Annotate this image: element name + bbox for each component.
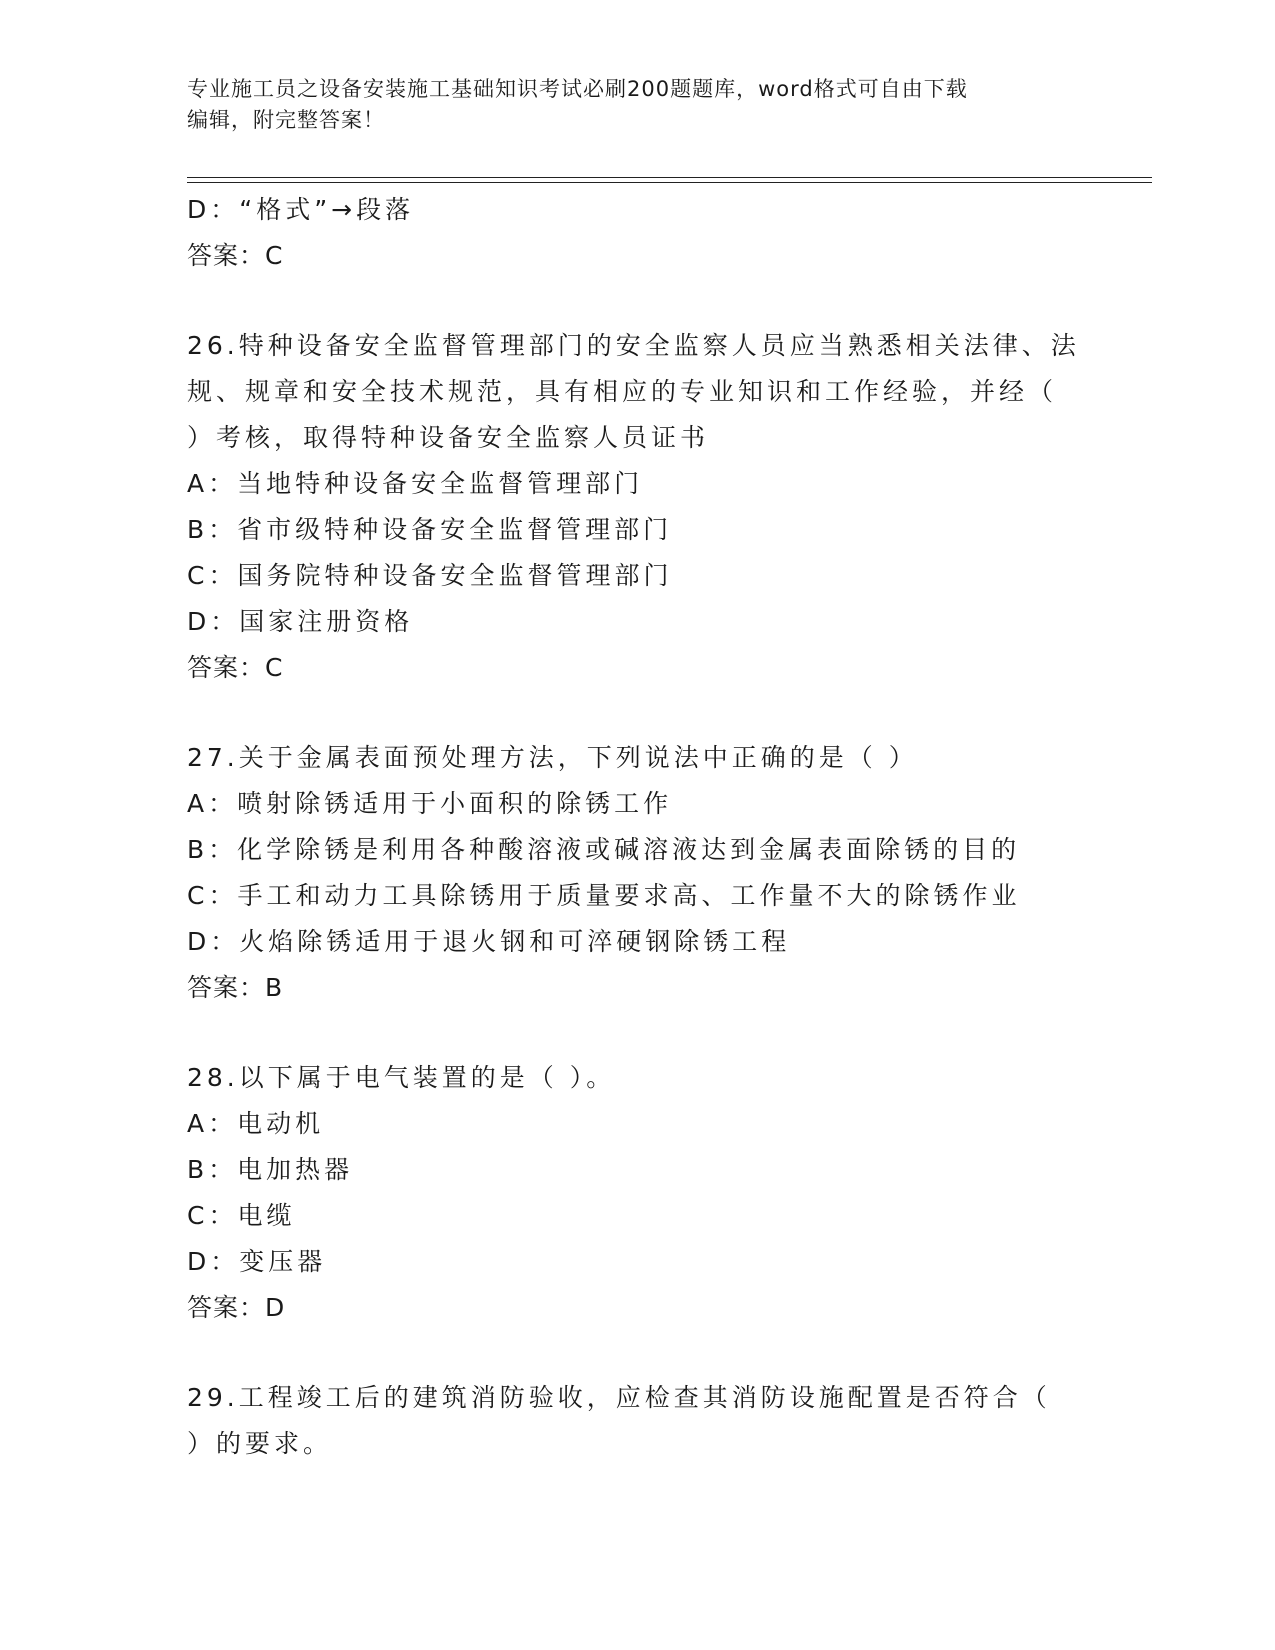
answer-line: 答案：C [187,653,284,682]
header-rule-top [187,177,1152,178]
question-text-line: ）考核，取得特种设备安全监察人员证书 [187,423,710,452]
document-header [187,74,1087,136]
question-text-line: ）的要求。 [187,1429,333,1458]
option-c: C：国务院特种设备安全监督管理部门 [187,561,673,590]
option-d: D：变压器 [187,1247,327,1276]
question-29 [187,1375,1087,1467]
option-d: D：国家注册资格 [187,607,414,636]
spacer [187,279,1087,323]
spacer [187,1011,1087,1055]
option-b: B：省市级特种设备安全监督管理部门 [187,515,673,544]
answer-line: 答案：B [187,973,284,1002]
question-27 [187,735,1087,1011]
option-b: B：化学除锈是利用各种酸溶液或碱溶液达到金属表面除锈的目的 [187,835,1021,864]
option-a: A：当地特种设备安全监督管理部门 [187,469,644,498]
question-26 [187,323,1087,691]
option-a: A：电动机 [187,1109,325,1138]
option-d: D：火焰除锈适用于退火钢和可淬硬钢除锈工程 [187,927,791,956]
header-line-2: 编辑，附完整答案！ [187,108,385,132]
header-line-1: 专业施工员之设备安装施工基础知识考试必刷200题题库，word格式可自由下载 [187,77,968,101]
option-c: C：电缆 [187,1201,296,1230]
spacer [187,1331,1087,1375]
answer-line: 答案：D [187,1293,286,1322]
option-a: A：喷射除锈适用于小面积的除锈工作 [187,789,673,818]
previous-question-tail [187,187,1087,279]
question-28 [187,1055,1087,1331]
question-content [187,187,1087,1467]
option-d: D：“格式”→段落 [187,195,415,224]
header-rule-bottom [187,182,1152,183]
option-b: B：电加热器 [187,1155,354,1184]
spacer [187,691,1087,735]
question-text-line: 27.关于金属表面预处理方法，下列说法中正确的是（ ） [187,743,918,772]
option-c: C：手工和动力工具除锈用于质量要求高、工作量不大的除锈作业 [187,881,1021,910]
question-text-line: 29.工程竣工后的建筑消防验收，应检查其消防设施配置是否符合（ [187,1383,1051,1412]
question-text-line: 28.以下属于电气装置的是（ ）。 [187,1063,616,1092]
answer-line: 答案：C [187,241,284,270]
question-text-line: 规、规章和安全技术规范，具有相应的专业知识和工作经验，并经（ [187,377,1058,406]
question-text-line: 26.特种设备安全监督管理部门的安全监察人员应当熟悉相关法律、法 [187,331,1080,360]
